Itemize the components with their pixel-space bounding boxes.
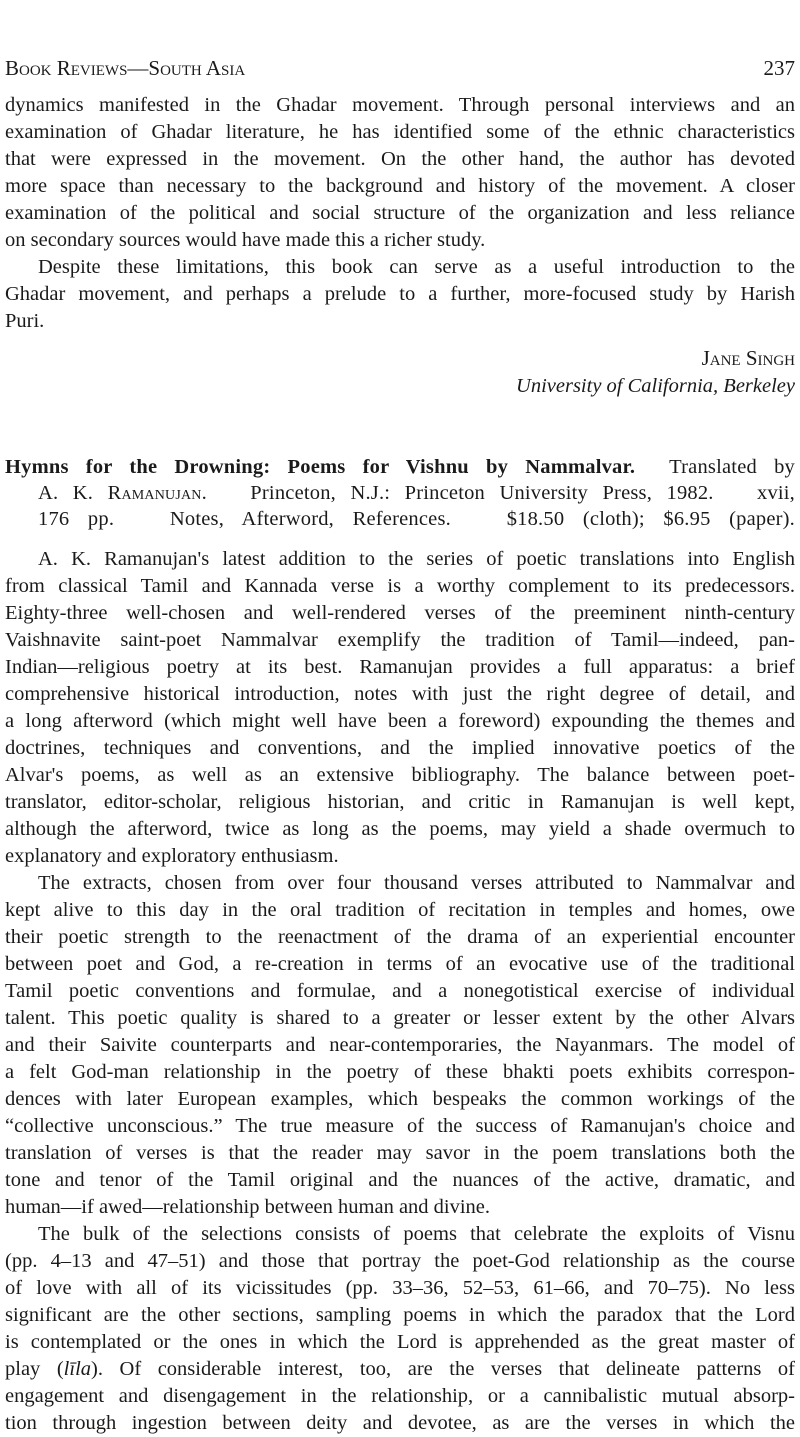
text-line: Alvar's poems, as well as an extensive bibliography. The balance between poet-: [5, 764, 795, 786]
reviewer-signature: [5, 344, 795, 400]
page-number: 237: [763, 56, 795, 80]
text-line: a felt God-man relationship in the poetry of these bhakti poets exhibits correspon-: [5, 1061, 795, 1083]
italic-term: līla: [63, 1358, 92, 1380]
text-line: although the afterword, twice as long as the poems, may yield a shade overmuch to: [5, 818, 795, 840]
text-line: talent. This poetic quality is shared to a greater or lesser extent by the other Alvars: [5, 1007, 795, 1029]
text-line: (pp. 4–13 and 47–51) and those that portray the poet-God relationship as the course: [5, 1250, 795, 1272]
text-line: The bulk of the selections consists of poems that celebrate the exploits of Visnu: [38, 1223, 795, 1245]
text-segment: 176 pp. Notes, Afterword, References. $18.50 (cloth); $6.95 (paper).: [38, 508, 795, 530]
text-line: of love with all of its vicissitudes (pp. 33–36, 52–53, 61–66, and 70–75). No less: [5, 1277, 795, 1299]
text-line: Vaishnavite saint-poet Nammalvar exemplify the tradition of Tamil—indeed, pan-: [5, 629, 795, 651]
text-line: The extracts, chosen from over four thousand verses attributed to Nammalvar and: [38, 872, 795, 894]
previous-review-text: [5, 92, 795, 335]
text-line: translator, editor-scholar, religious historian, and critic in Ramanujan is well kept,: [5, 791, 795, 813]
text-line: A. K. Ramanujan's latest addition to the series of poetic translations into English: [38, 548, 795, 570]
text-line: tone and tenor of the Tamil original and the nuances of the active, dramatic, and: [5, 1169, 795, 1191]
text-line: kept alive to this day in the oral tradition of recitation in temples and homes, owe: [5, 899, 795, 921]
text-line: dynamics manifested in the Ghadar movement. Through personal interviews and an: [5, 94, 795, 116]
paragraph: [5, 1221, 795, 1437]
text-line: dences with later European examples, which bespeaks the common workings of the: [5, 1088, 795, 1110]
text-line: translation of verses is that the reader may savor in the poem translations both the: [5, 1142, 795, 1164]
reviewer-name: Jane Singh: [701, 346, 795, 370]
reviewer-affiliation: University of California, Berkeley: [516, 375, 795, 397]
text-line: examination of Ghadar literature, he has identified some of the ethnic characteristics: [5, 121, 795, 143]
text-line: examination of the political and social structure of the organization and less reliance: [5, 202, 795, 224]
running-title: Book Reviews—South Asia: [5, 56, 246, 80]
text-segment: ). Of considerable interest, too, are the verses that delineate patterns of: [91, 1358, 795, 1380]
text-line: a long afterword (which might well have been a foreword) expounding the themes and: [5, 710, 795, 732]
text-line: Eighty-three well-chosen and well-rendered verses of the preeminent ninth-century: [5, 602, 795, 624]
running-header: [5, 55, 795, 82]
text-line: from classical Tamil and Kannada verse is a worthy complement to its predecessors.: [5, 575, 795, 597]
author-name: Ramanujan: [107, 482, 202, 504]
book-title: Hymns for the Drowning: Poems for Vishnu by Nammalvar.: [5, 456, 636, 478]
text-line: Despite these limitations, this book can serve as a useful introduction to the: [38, 256, 795, 278]
text-line: more space than necessary to the background and history of the movement. A closer: [5, 175, 795, 197]
text-line: doctrines, techniques and conventions, and the implied innovative poetics of the: [5, 737, 795, 759]
paragraph: [5, 92, 795, 254]
text-line: Ghadar movement, and perhaps a prelude to a further, more-focused study by Harish: [5, 283, 795, 305]
text-line: [5, 480, 795, 506]
text-line: [5, 506, 795, 532]
text-line: explanatory and exploratory enthusiasm.: [5, 845, 339, 867]
text-line: tion through ingestion between deity and devotee, as are the verses in which the: [5, 1412, 795, 1434]
text-line: is contemplated or the ones in which the Lord is apprehended as the great master of: [5, 1331, 795, 1353]
text-line: [5, 1356, 795, 1383]
text-line: on secondary sources would have made this a richer study.: [5, 229, 486, 251]
text-line: [5, 454, 795, 480]
text-segment: Translated by: [635, 456, 795, 478]
text-line: Indian—religious poetry at its best. Ramanujan provides a full apparatus: a brief: [5, 656, 795, 678]
text-line: Puri.: [5, 310, 45, 332]
text-segment: play (: [5, 1358, 64, 1380]
text-line: human—if awed—relationship between human and divine.: [5, 1196, 491, 1218]
text-line: comprehensive historical introduction, notes with just the right degree of detail, and: [5, 683, 795, 705]
text-line: that were expressed in the movement. On the other hand, the author has devoted: [5, 148, 795, 170]
text-segment: . Princeton, N.J.: Princeton University Press, 1982. xvii,: [201, 482, 796, 504]
paragraph: [5, 254, 795, 335]
text-line: engagement and disengagement in the relationship, or a cannibalistic mutual absorp-: [5, 1385, 795, 1407]
text-line: significant are the other sections, sampling poems in which the paradox that the Lord: [5, 1304, 795, 1326]
paragraph: [5, 870, 795, 1221]
review-body: [5, 546, 795, 1437]
text-line: “collective unconscious.” The true measure of the success of Ramanujan's choice and: [5, 1115, 795, 1137]
paragraph: [5, 546, 795, 870]
text-line: between poet and God, a re-creation in terms of an evocative use of the traditional: [5, 953, 795, 975]
text-segment: A. K.: [38, 482, 108, 504]
text-line: their poetic strength to the reenactment of the drama of an experiential encounter: [5, 926, 795, 948]
review-heading: [5, 454, 795, 532]
text-line: Tamil poetic conventions and formulae, and a nonegotistical exercise of individual: [5, 980, 795, 1002]
text-line: and their Saivite counterparts and near-contemporaries, the Nayanmars. The model of: [5, 1034, 795, 1056]
